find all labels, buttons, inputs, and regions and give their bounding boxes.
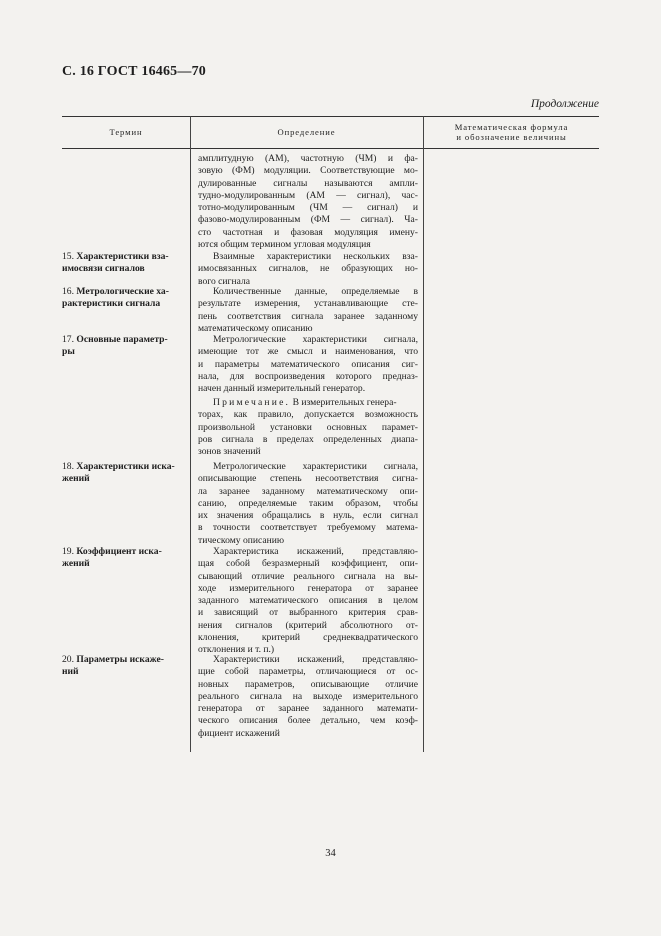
term-19 <box>62 546 188 571</box>
term-text: Характеристики вза- <box>76 251 169 262</box>
definition-line: тотно-модулированным (ЧМ — сигнал) и <box>198 202 418 214</box>
term-text: жений <box>62 558 90 570</box>
definition-line: щие собой параметры, отличающиеся от ос- <box>198 666 418 678</box>
definition-16 <box>198 286 418 335</box>
definition-line: дулированные сигналы называются ампли- <box>198 177 418 189</box>
definition-line: начен данный измерительный генератор. <box>198 383 366 395</box>
definition-line: результате измерения, устанавливающие сте- <box>198 298 418 310</box>
note-line: торах, как правило, допускается возможность <box>198 409 418 421</box>
definition-line: фициент искажений <box>198 727 280 739</box>
note-text: В измерительных генера- <box>292 397 397 408</box>
page-header: С. 16 ГОСТ 16465—70 <box>62 64 206 79</box>
definition-line: Взаимные характеристики нескольких вза- <box>213 251 418 262</box>
column-header-definition: Определение <box>277 127 336 137</box>
definition-line: математическому описанию <box>198 322 313 334</box>
term-text: Основные параметр- <box>76 334 168 345</box>
definition-line: санию, определяемые таким образом, чтобы <box>198 497 418 509</box>
definition-continued <box>198 153 418 251</box>
definition-line: Количественные данные, определяемые в <box>213 286 418 297</box>
definition-line: ются общим термином угловая модуляция <box>198 239 371 251</box>
definition-line: ходе измерительного генератора от заранее <box>198 582 418 594</box>
continuation-label: Продолжение <box>530 98 599 110</box>
definition-line: амплитудную (АМ), частотную (ЧМ) и фа- <box>198 153 418 164</box>
table-header-rule <box>62 148 599 149</box>
column-header-term: Термин <box>109 127 143 137</box>
definition-line: Характеристики искажений, представляю- <box>213 654 418 665</box>
term-text: Параметры искаже- <box>76 654 164 665</box>
term-number: 17. <box>62 334 74 345</box>
definition-line: описывающие степень несоответствия сигна- <box>198 473 418 485</box>
note-line: ров сигнала в пределах определенных диапа- <box>198 433 418 445</box>
definition-line: зовую (ФМ) модуляции. Соответствующие мо- <box>198 165 418 177</box>
term-number: 16. <box>62 286 74 297</box>
terms-table <box>62 116 599 752</box>
definition-line: нения сигналов (критерий абсолютного от- <box>198 619 418 631</box>
column-divider-2 <box>423 116 424 752</box>
term-text: Коэффициент иска- <box>76 546 162 557</box>
term-text: ры <box>62 346 75 358</box>
definition-line: фазово-модулированным (ФМ — сигнал). Ча- <box>198 214 418 226</box>
definition-line: новных параметров, описывающие отличие <box>198 678 418 690</box>
term-15 <box>62 251 188 276</box>
definition-line: Метрологические характеристики сигнала, <box>213 334 418 345</box>
term-text: ний <box>62 666 79 678</box>
note-label: Примечание. <box>213 397 291 408</box>
term-number: 20. <box>62 654 74 665</box>
definition-line: тудно-модулированным (АМ — сигнал), час- <box>198 189 418 201</box>
term-text: Характеристики иска- <box>76 461 175 472</box>
definition-line: заданного математического описания в целом <box>198 595 418 607</box>
term-text: имосвязи сигналов <box>62 263 145 275</box>
column-header-formula <box>424 116 599 148</box>
definition-line: и параметры математического описания сиг- <box>198 358 418 370</box>
definition-line: пень соответствия сигнала заранее заданному <box>198 310 418 322</box>
definition-line: ческого описания более детально, чем коэф- <box>198 715 418 727</box>
column-divider-1 <box>190 116 191 752</box>
definition-line: сто частотная и фазовая модуляция имену- <box>198 226 418 238</box>
note-line <box>198 397 418 409</box>
definition-17 <box>198 334 418 395</box>
definition-line: щая собой безразмерный коэффициент, опи- <box>198 558 418 570</box>
definition-line: Метрологические характеристики сигнала, <box>213 461 418 472</box>
definition-line: их значения обращались в нуль, если сигнал <box>198 510 418 522</box>
term-20 <box>62 654 188 679</box>
definition-line: реального сигнала на выходе измерительного <box>198 690 418 702</box>
definition-line: имосвязанных сигналов, не образующих но- <box>198 263 418 275</box>
term-number: 18. <box>62 461 74 472</box>
definition-line: ла заранее заданному математическому опи- <box>198 485 418 497</box>
term-16 <box>62 286 188 311</box>
definition-line: клонения, критерий среднеквадратического <box>198 632 418 644</box>
definition-line: вого сигнала <box>198 275 251 287</box>
term-17 <box>62 334 188 359</box>
note-line: произвольной установки основных парамет- <box>198 421 418 433</box>
term-number: 19. <box>62 546 74 557</box>
definition-line: сывающий отличие реального сигнала на вы- <box>198 570 418 582</box>
definition-line: Характеристика искажений, представляю- <box>213 546 418 557</box>
definition-line: имеющие тот же смысл и наименования, что <box>198 346 418 358</box>
column-header-formula-line1: Математическая формула <box>454 122 569 132</box>
term-text: рактеристики сигнала <box>62 298 161 310</box>
definition-line: генератора от заранее заданного математи- <box>198 703 418 715</box>
definition-line: нала, для воспроизведения которого предназ- <box>198 370 418 382</box>
page-number: 34 <box>325 848 336 859</box>
definition-20 <box>198 654 418 740</box>
term-18 <box>62 461 188 486</box>
term-number: 15. <box>62 251 74 262</box>
definition-18 <box>198 461 418 547</box>
definition-line: в точности соответствует требуемому матема- <box>198 522 418 534</box>
term-text: жений <box>62 473 90 485</box>
note-line: зонов значений <box>198 446 261 458</box>
definition-19 <box>198 546 418 657</box>
definition-15 <box>198 251 418 288</box>
definition-line: и зависящий от выбранного критерия срав- <box>198 607 418 619</box>
term-text: Метрологические ха- <box>76 286 169 297</box>
column-header-formula-line2: и обозначение величины <box>456 132 567 142</box>
definition-line: отклонения и т. п.) <box>198 644 275 656</box>
definition-line: тическому описанию <box>198 534 285 546</box>
note-17 <box>198 397 418 458</box>
